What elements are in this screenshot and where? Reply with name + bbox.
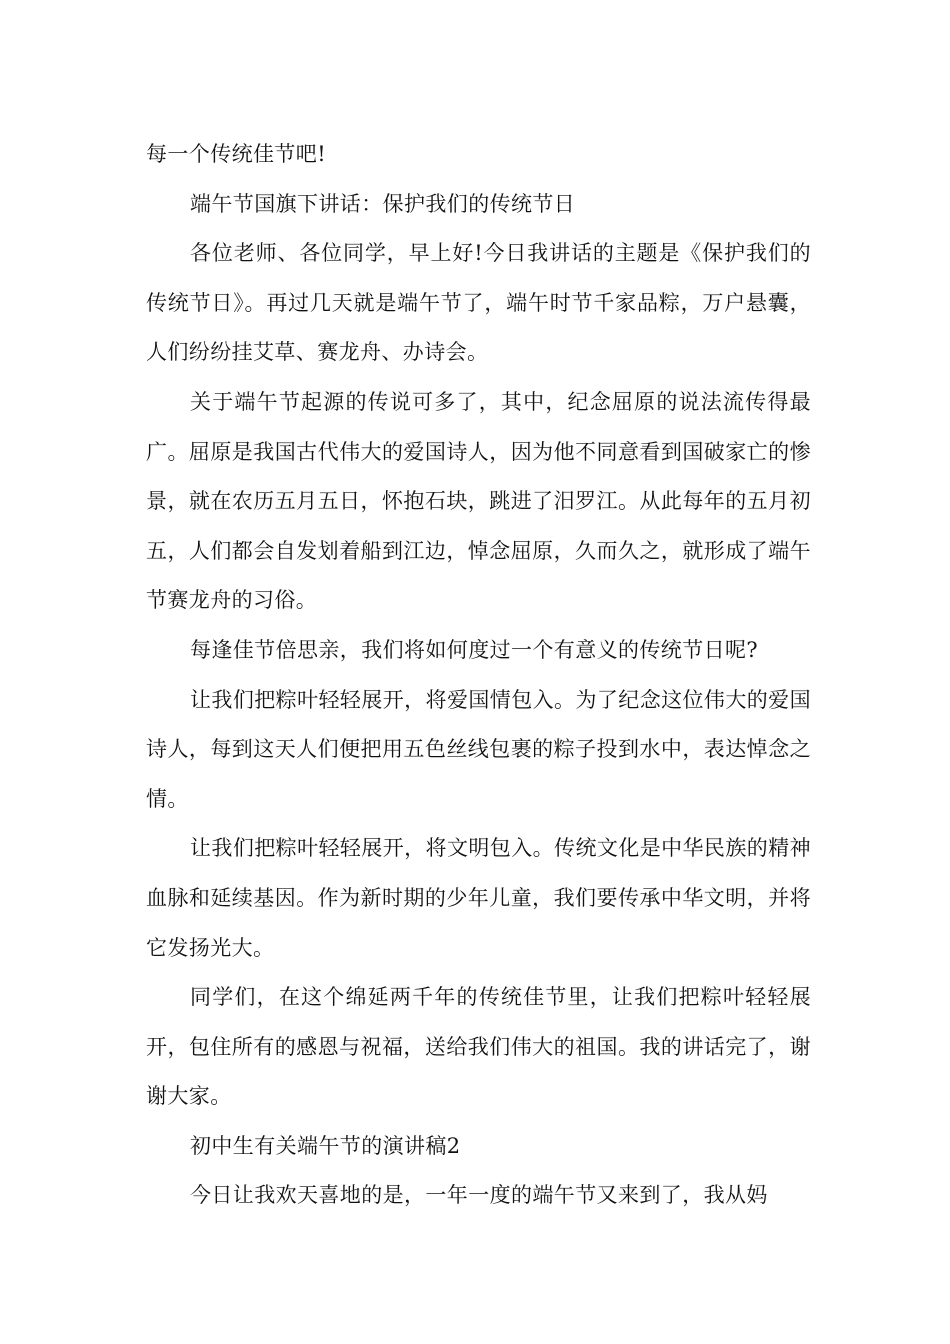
document-body [146, 130, 811, 1221]
paragraph: 每逢佳节倍思亲，我们将如何度过一个有意义的传统节日呢? [190, 637, 759, 662]
paragraph: 关于端午节起源的传说可多了，其中，纪念屈原的说法流传得最广。屈原是我国古代伟大的爱国诗人，因为他不同意看到国破家亡的惨景，就在农历五月五日，怀抱石块，跳进了汨罗江。从此每年的五月初五，人们都会自发划着船到江边，悼念屈原，久而久之，就形成了端午节赛龙舟的习俗。 [146, 389, 811, 613]
paragraph: 让我们把粽叶轻轻展开，将爱国情包入。为了纪念这位伟大的爱国诗人，每到这天人们便把用五色丝线包裹的粽子投到水中，表达悼念之情。 [146, 687, 811, 811]
paragraph: 今日让我欢天喜地的是，一年一度的端午节又来到了，我从妈 [190, 1183, 768, 1208]
section-heading: 端午节国旗下讲话：保护我们的传统节日 [190, 191, 576, 216]
paragraph: 同学们，在这个绵延两千年的传统佳节里，让我们把粽叶轻轻展开，包住所有的感恩与祝福，送给我们伟大的祖国。我的讲话完了，谢谢大家。 [146, 985, 811, 1109]
paragraph-continuation: 每一个传统佳节吧! [146, 142, 327, 166]
paragraph: 让我们把粽叶轻轻展开，将文明包入。传统文化是中华民族的精神血脉和延续基因。作为新时期的少年儿童，我们要传承中华文明，并将它发扬光大。 [146, 836, 811, 960]
section-heading: 初中生有关端午节的演讲稿2 [190, 1133, 461, 1158]
paragraph: 各位老师、各位同学，早上好!今日我讲话的主题是《保护我们的传统节日》。再过几天就是端午节了，端午时节千家品粽，万户悬囊，人们纷纷挂艾草、赛龙舟、办诗会。 [146, 241, 811, 365]
